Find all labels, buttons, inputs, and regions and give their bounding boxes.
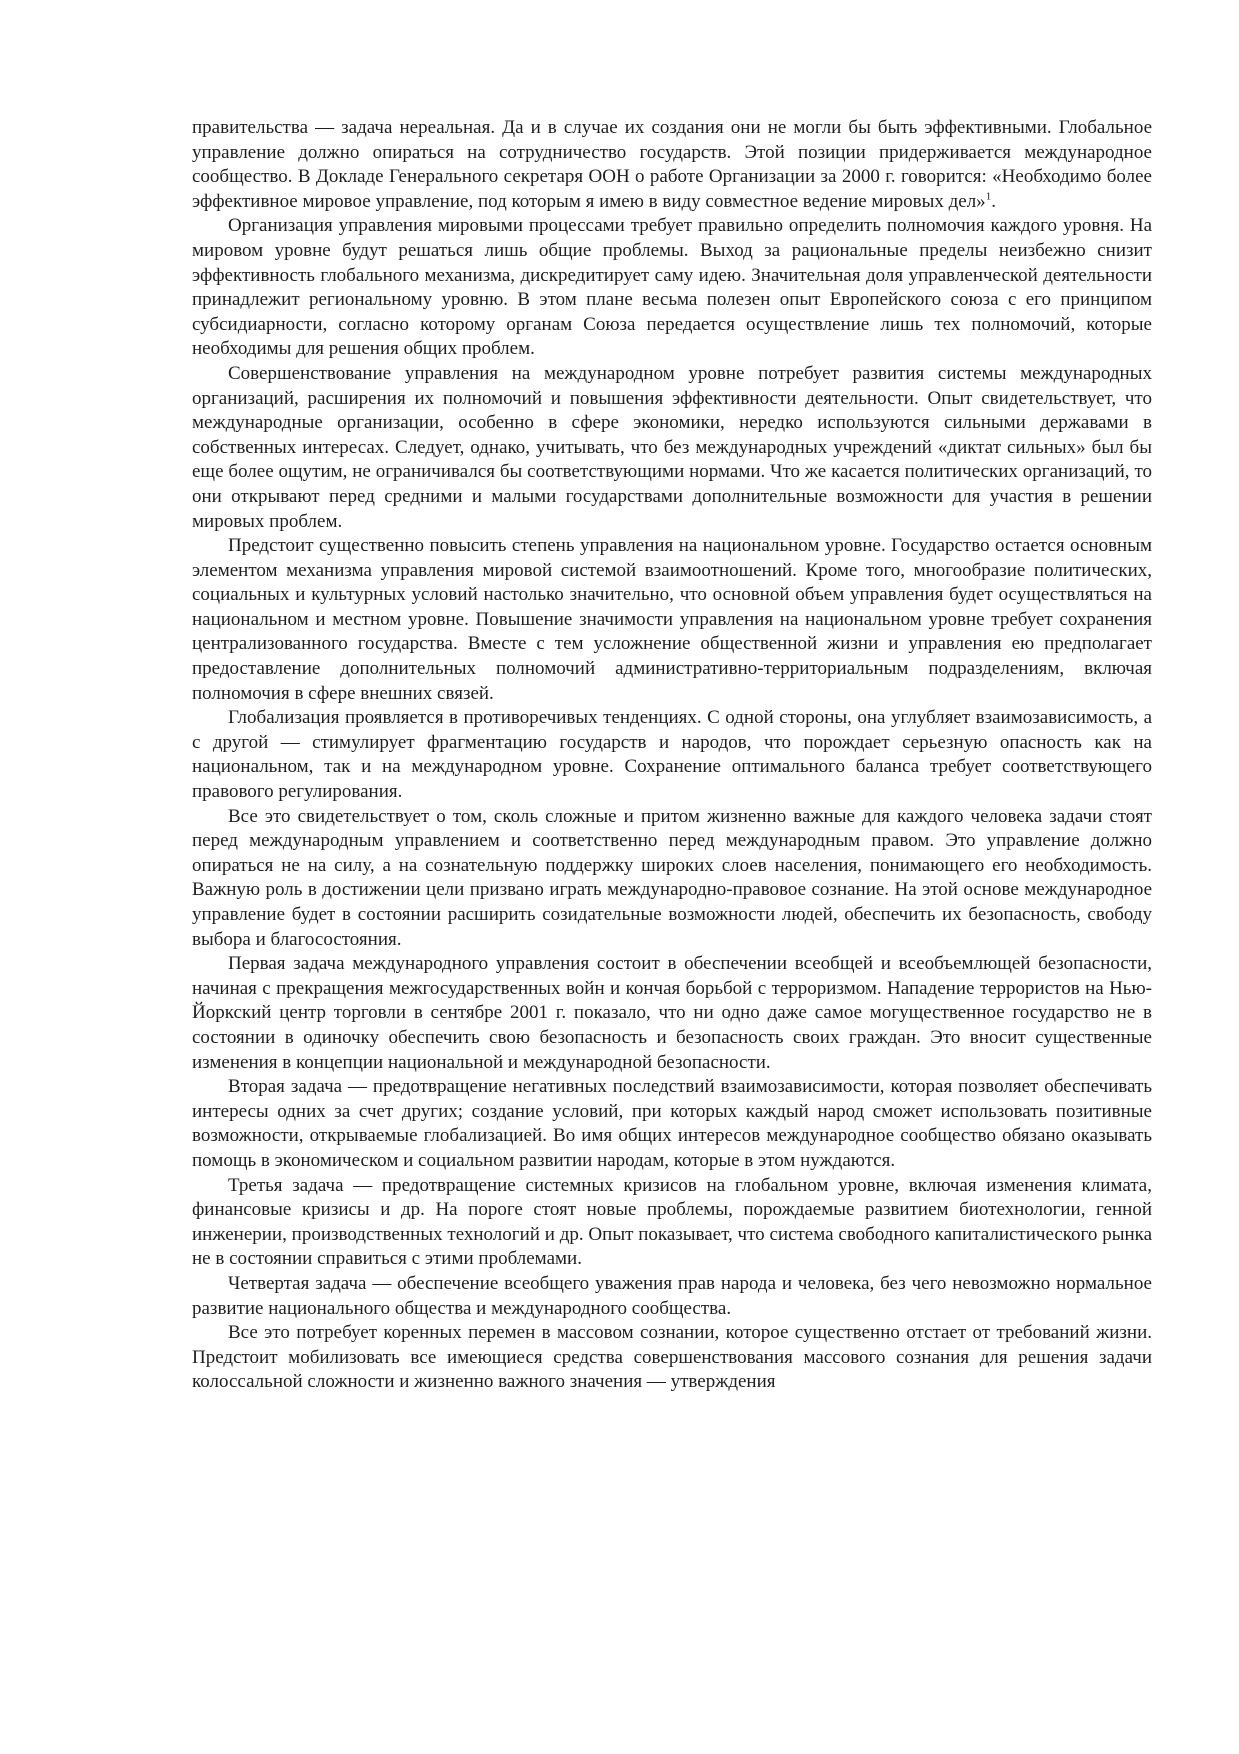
footnote-marker[interactable]: 1 — [985, 190, 992, 203]
paragraph-1 — [192, 116, 1152, 214]
paragraph-9: Третья задача — предотвращение системных кризисов на глобальном уровне, включая изменения климата, финансовые кризисы и др. На пороге стоят новые проблемы, порождаемые развитием биотехнологии, генной инженерии, производственных технологий и др. Опыт показывает, что система свободного капиталистического рынка не в состоянии справиться с этими проблемами. — [192, 1174, 1152, 1270]
paragraph-5: Глобализация проявляется в противоречивых тенденциях. С одной стороны, она углубляет взаимозависимость, а с другой — стимулирует фрагментацию государств и народов, что порождает серьезную опасность как на национальном, так и на международном уровне. Сохранение оптимального баланса требует соответствующего правового регулирования. — [192, 707, 1152, 803]
paragraph-8: Вторая задача — предотвращение негативных последствий взаимозависимости, которая позволяет обеспечивать интересы одних за счет других; создание условий, при которых каждый народ сможет использовать позитивные возможности, открываемые глобализацией. Во имя общих интересов международное сообщество обязано оказывать помощь в экономическом и социальном развитии народам, которые в этом нуждаются. — [192, 1076, 1152, 1171]
paragraph-10: Четвертая задача — обеспечение всеобщего уважения прав народа и человека, без чего невозможно нормальное развитие национального общества и международного сообщества. — [192, 1272, 1152, 1319]
paragraph-11: Все это потребует коренных перемен в массовом сознании, которое существенно отстает от требований жизни. Предстоит мобилизовать все имеющиеся средства совершенствования массового сознания для решения задачи колоссальной сложности и жизненно важного значения — утверждения — [192, 1322, 1152, 1393]
paragraph-6: Все это свидетельствует о том, сколь сложные и притом жизненно важные для каждого человека задачи стоят перед международным управлением и соответственно перед международным правом. Это управление должно опираться не на силу, а на сознательную поддержку широких слоев населения, понимающего его необходимость. Важную роль в достижении цели призвано играть международно-правовое сознание. На этой основе международное управление будет в состоянии расширить созидательные возможности людей, обеспечить их безопасность, свободу выбора и благосостояния. — [192, 805, 1152, 950]
paragraph-text: правительства — задача нереальная. Да и в случае их создания они не могли бы быть эффективными. Глобальное управление должно опираться на сотрудничество государств. Этой позиции придерживается международное сообщество. В Докладе Генерального секретаря ООН о работе Организации за 2000 г. говорится: «Необходимо более эффективное мировое управление, под которым я имею в виду совместное ведение мировых дел» — [192, 117, 1152, 212]
document-page — [192, 116, 1152, 1395]
paragraph-tail: . — [991, 190, 996, 212]
paragraph-4: Предстоит существенно повысить степень управления на национальном уровне. Государство остается основным элементом механизма управления мировой системой взаимоотношений. Кроме того, многообразие политических, социальных и культурных условий настолько значительно, что основной объем управления будет осуществляться на национальном и местном уровне. Повышение значимости управления на национальном уровне требует сохранения централизованного государства. Вместе с тем усложнение общественной жизни и управления ею предполагает предоставление дополнительных полномочий административно-территориальным подразделениям, включая полномочия в сфере внешних связей. — [192, 535, 1152, 704]
paragraph-2: Организация управления мировыми процессами требует правильно определить полномочия каждого уровня. На мировом уровне будут решаться лишь общие проблемы. Выход за рациональные пределы неизбежно снизит эффективность глобального механизма, дискредитирует саму идею. Значительная доля управленческой деятельности принадлежит региональному уровню. В этом плане весьма полезен опыт Европейского союза с его принципом субсидиарности, согласно которому органам Союза передается осуществление лишь тех полномочий, которые необходимы для решения общих проблем. — [192, 215, 1152, 360]
paragraph-3: Совершенствование управления на международном уровне потребует развития системы международных организаций, расширения их полномочий и повышения эффективности деятельности. Опыт свидетельствует, что международные организации, особенно в сфере экономики, нередко используются сильными державами в собственных интересах. Следует, однако, учитывать, что без международных учреждений «диктат сильных» был бы еще более ощутим, не ограничивался бы соответствующими нормами. Что же касается политических организаций, то они открывают перед средними и малыми государствами дополнительные возможности для участия в решении мировых проблем. — [192, 362, 1152, 532]
paragraph-7: Первая задача международного управления состоит в обеспечении всеобщей и всеобъемлющей безопасности, начиная с прекращения межгосударственных войн и кончая борьбой с терроризмом. Нападение террористов на Нью-Йоркский центр торговли в сентябре 2001 г. показало, что ни одно даже самое могущественное государство не в состоянии в одиночку обеспечить свою безопасность и безопасность своих граждан. Это вносит существенные изменения в концепции национальной и международной безопасности. — [192, 953, 1152, 1073]
